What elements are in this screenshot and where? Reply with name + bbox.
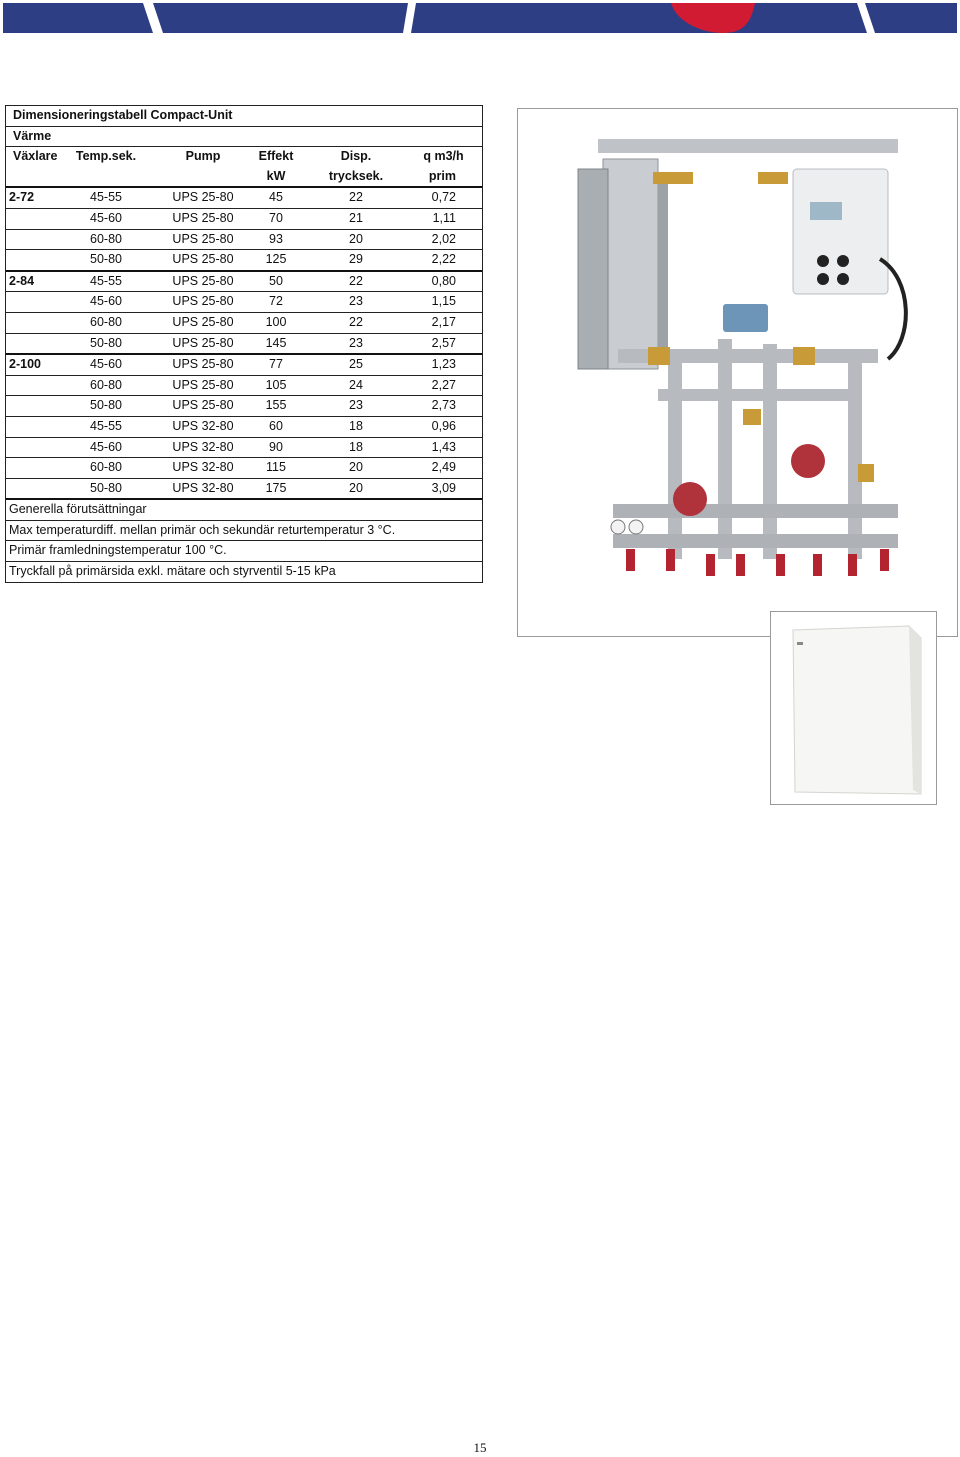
table-cell-disp: 20: [349, 231, 363, 246]
header-pump: Pump: [185, 149, 221, 164]
table-row: [6, 292, 482, 313]
table-cell-vaxlare: 2-84: [9, 273, 35, 288]
note-row: [6, 562, 482, 582]
header-temp: Temp.sek.: [75, 149, 137, 164]
table-cell-q: 0,80: [431, 273, 456, 288]
table-cell-disp: 22: [349, 273, 363, 288]
table-title-row: [6, 106, 482, 127]
table-cell-pump: UPS 32-80: [172, 418, 234, 433]
table-row: [6, 376, 482, 397]
product-photo-cabinet: [770, 611, 937, 805]
table-cell-pump: UPS 32-80: [172, 439, 234, 454]
table-row: [6, 250, 482, 272]
table-cell-q: 0,96: [431, 418, 456, 433]
header-effekt-unit: kW: [266, 168, 286, 183]
table-section-row: [6, 127, 482, 148]
table-cell-effekt: 100: [265, 314, 287, 329]
table-cell-effekt: 60: [269, 418, 283, 433]
table-cell-effekt: 93: [269, 231, 283, 246]
table-cell-disp: 29: [349, 252, 363, 267]
table-cell-temp: 50-80: [90, 480, 122, 495]
table-cell-effekt: 90: [269, 439, 283, 454]
table-header-row: [6, 147, 482, 167]
header-q-sub: prim: [428, 168, 456, 183]
table-cell-pump: UPS 25-80: [172, 357, 234, 372]
table-cell-effekt: 155: [265, 398, 287, 413]
table-row: [6, 396, 482, 417]
note-text: Primär framledningstemperatur 100 °C.: [9, 543, 227, 558]
table-row: [6, 272, 482, 293]
notes-title-row: [6, 500, 482, 521]
cabinet-illustration: [771, 612, 936, 804]
table-cell-pump: UPS 32-80: [172, 480, 234, 495]
table-cell-q: 3,09: [431, 480, 456, 495]
table-cell-q: 2,49: [431, 460, 456, 475]
table-cell-effekt: 145: [265, 335, 287, 350]
table-cell-pump: UPS 25-80: [172, 377, 234, 392]
table-cell-q: 2,22: [431, 252, 456, 267]
table-cell-q: 2,02: [431, 231, 456, 246]
table-cell-disp: 23: [349, 335, 363, 350]
table-cell-effekt: 72: [269, 294, 283, 309]
table-cell-q: 2,57: [431, 335, 456, 350]
table-cell-effekt: 50: [269, 273, 283, 288]
table-cell-pump: UPS 25-80: [172, 273, 234, 288]
table-body: [6, 188, 482, 500]
table-cell-temp: 45-60: [90, 294, 122, 309]
table-cell-temp: 60-80: [90, 314, 122, 329]
table-cell-temp: 50-80: [90, 252, 122, 267]
table-cell-disp: 20: [349, 460, 363, 475]
table-cell-vaxlare: 2-72: [9, 190, 35, 205]
table-cell-pump: UPS 25-80: [172, 335, 234, 350]
table-cell-temp: 45-60: [90, 357, 122, 372]
table-cell-vaxlare: 2-100: [9, 357, 41, 372]
table-cell-temp: 45-55: [90, 418, 122, 433]
table-cell-disp: 24: [349, 377, 363, 392]
table-cell-disp: 23: [349, 294, 363, 309]
note-text: Tryckfall på primärsida exkl. mätare och styrventil 5-15 kPa: [9, 564, 336, 579]
substation-illustration: [518, 109, 957, 636]
table-cell-effekt: 77: [269, 357, 283, 372]
header-disp: Disp.: [340, 149, 372, 164]
table-row: [6, 313, 482, 334]
table-row: [6, 209, 482, 230]
table-cell-effekt: 105: [265, 377, 287, 392]
table-cell-pump: UPS 25-80: [172, 190, 234, 205]
table-cell-disp: 23: [349, 398, 363, 413]
table-cell-q: 0,72: [431, 190, 456, 205]
table-row: [6, 355, 482, 376]
table-cell-disp: 18: [349, 439, 363, 454]
note-text: Max temperaturdiff. mellan primär och sekundär returtemperatur 3 °C.: [9, 522, 396, 537]
table-cell-q: 1,43: [431, 439, 456, 454]
table-row: [6, 438, 482, 459]
dimensioning-table: [5, 105, 483, 583]
table-cell-temp: 60-80: [90, 231, 122, 246]
header-disp-sub: trycksek.: [328, 168, 384, 183]
table-cell-pump: UPS 25-80: [172, 398, 234, 413]
table-cell-disp: 22: [349, 314, 363, 329]
table-row: [6, 188, 482, 209]
table-header-subrow: [6, 167, 482, 189]
table-row: [6, 230, 482, 251]
table-cell-effekt: 175: [265, 480, 287, 495]
table-cell-q: 1,11: [432, 210, 456, 225]
table-cell-effekt: 125: [265, 252, 287, 267]
page-number: 15: [473, 1440, 487, 1455]
header-effekt: Effekt: [258, 149, 294, 164]
header-q: q m3/h: [423, 149, 464, 164]
table-cell-effekt: 45: [269, 190, 283, 205]
notes-title: Generella förutsättningar: [9, 502, 147, 517]
table-cell-q: 2,73: [431, 398, 456, 413]
table-cell-disp: 21: [349, 210, 363, 225]
table-cell-temp: 45-55: [90, 190, 122, 205]
table-cell-pump: UPS 25-80: [172, 294, 234, 309]
table-cell-temp: 45-60: [90, 439, 122, 454]
table-cell-temp: 50-80: [90, 398, 122, 413]
table-title: Dimensioneringstabell Compact-Unit: [13, 108, 233, 122]
table-cell-pump: UPS 25-80: [172, 314, 234, 329]
table-cell-temp: 50-80: [90, 335, 122, 350]
table-row: [6, 479, 482, 501]
table-cell-pump: UPS 32-80: [172, 460, 234, 475]
table-row: [6, 417, 482, 438]
table-cell-disp: 22: [349, 190, 363, 205]
table-cell-q: 1,23: [431, 357, 456, 372]
table-row: [6, 334, 482, 356]
table-cell-pump: UPS 25-80: [172, 231, 234, 246]
table-cell-q: 2,17: [431, 314, 456, 329]
note-row: [6, 521, 482, 542]
table-cell-effekt: 115: [266, 460, 286, 475]
table-cell-q: 2,27: [431, 377, 456, 392]
header-vaxlare: Växlare: [13, 149, 58, 164]
table-cell-pump: UPS 25-80: [172, 252, 234, 267]
product-photo-substation: [517, 108, 958, 637]
table-cell-disp: 18: [349, 418, 363, 433]
header-banner: [3, 3, 957, 33]
table-row: [6, 458, 482, 479]
table-cell-temp: 45-55: [90, 273, 122, 288]
table-cell-effekt: 70: [269, 210, 283, 225]
table-cell-temp: 45-60: [90, 210, 122, 225]
table-cell-q: 1,15: [431, 294, 456, 309]
table-cell-temp: 60-80: [90, 460, 122, 475]
table-cell-pump: UPS 25-80: [172, 210, 234, 225]
note-row: [6, 541, 482, 562]
table-cell-disp: 20: [349, 480, 363, 495]
table-cell-disp: 25: [349, 357, 363, 372]
table-cell-temp: 60-80: [90, 377, 122, 392]
table-section: Värme: [13, 128, 52, 143]
